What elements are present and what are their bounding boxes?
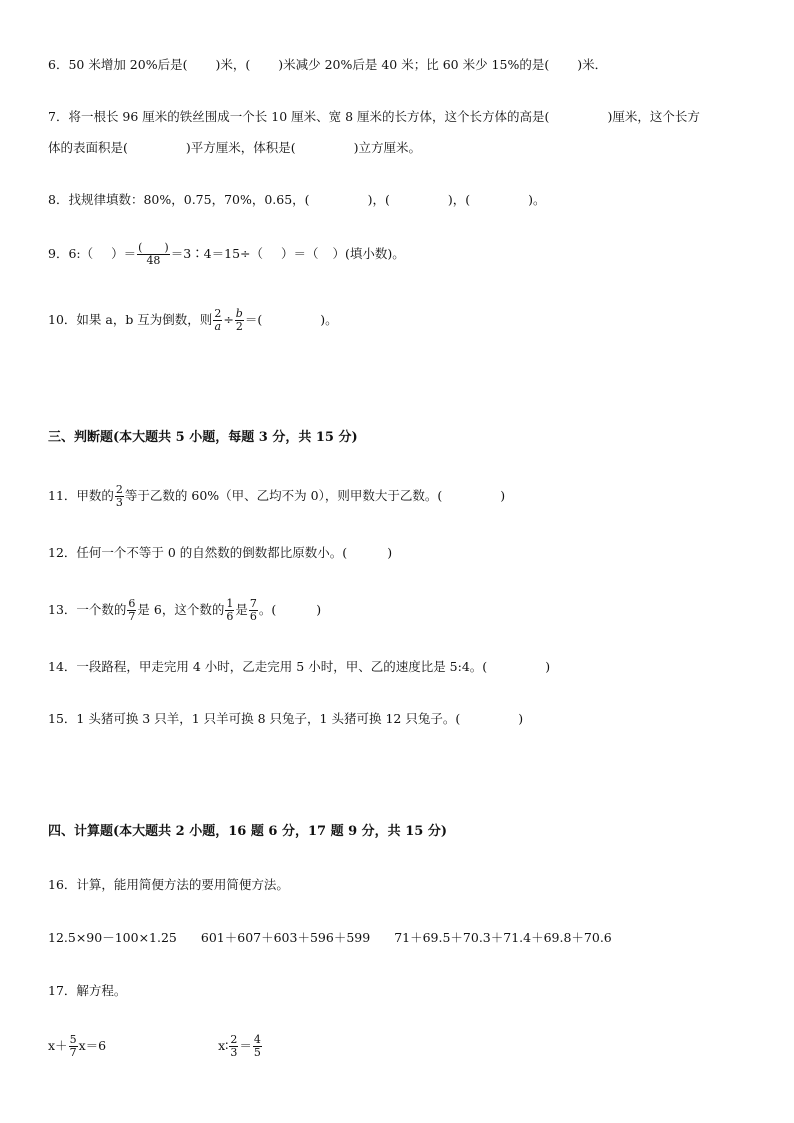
question-17: 17．解方程。 xyxy=(48,983,127,998)
fraction: $\frac{2}{3}$ xyxy=(115,483,123,509)
question-16: 16．计算，能用简便方法的要用简便方法。 xyxy=(48,877,289,892)
question-17-equations xyxy=(48,1034,263,1059)
question-12: 12．任何一个不等于 0 的自然数的倒数都比原数小。( ) xyxy=(48,545,393,560)
fraction: $\frac{6}{7}$ xyxy=(128,597,136,623)
question-7-line1: 7．将一根长 96 厘米的铁丝围成一个长 10 厘米、宽 8 厘米的长方体，这个长方体的高是( )厘米，这个长方 xyxy=(48,109,700,124)
fraction: $\frac{1}{6}$ xyxy=(226,597,234,623)
question-16-expressions xyxy=(48,928,612,948)
fraction: $\frac{( )}{48}$ xyxy=(138,241,169,267)
fraction: $\frac{b}{2}$ xyxy=(235,307,243,333)
question-11: 11．甲数的 $\frac{2}{3}$ 等于乙数的 60%（甲、乙均不为 0），则甲数大于乙数。( ) xyxy=(48,483,506,509)
question-10: 10．如果 a，b 互为倒数，则 $\frac{2}{a}$ ÷ $\frac{b}{2}$ ＝( )。 xyxy=(48,307,338,333)
equation-2: x∶ $\frac{2}{3}$ ＝ $\frac{4}{5}$ xyxy=(218,1033,261,1059)
q6-text: 6．50 米增加 20%后是( xyxy=(48,57,188,72)
question-13: 13．一个数的 $\frac{6}{7}$ 是 6，这个数的 $\frac{1}{6}$ 是 $\frac{7}{6}$ 。( ) xyxy=(48,597,322,623)
section-3-heading: 三、判断题(本大题共 5 小题，每题 3 分，共 15 分) xyxy=(48,430,358,445)
equation-1: x＋ $\frac{5}{7}$ x＝6 xyxy=(48,1033,107,1059)
question-15: 15．1 头猪可换 3 只羊，1 只羊可换 8 只兔子，1 头猪可换 12 只兔子。( ) xyxy=(48,711,524,726)
fraction: $\frac{7}{6}$ xyxy=(249,597,257,623)
question-7-line2: 体的表面积是( )平方厘米，体积是( )立方厘米。 xyxy=(48,140,422,155)
question-9: 9．6:（ ）＝ $\frac{( )}{48}$ ＝3∶4＝15÷（ ）＝（ ）(填小数)。 xyxy=(48,241,405,267)
expression-3: 71＋69.5＋70.3＋71.4＋69.8＋70.6 xyxy=(394,930,612,945)
expression-1: 12.5×90－100×1.25 xyxy=(48,930,177,945)
question-14: 14．一段路程，甲走完用 4 小时，乙走完用 5 小时，甲、乙的速度比是 5:4。( ) xyxy=(48,659,551,674)
fraction: $\frac{2}{a}$ xyxy=(214,307,222,333)
question-6: 6．50 米增加 20%后是( )米，( )米减少 20%后是 40 米；比 60 米少 15%的是( )米． xyxy=(48,57,608,72)
expression-2: 601＋607＋603＋596＋599 xyxy=(200,930,371,945)
section-4-heading: 四、计算题(本大题共 2 小题，16 题 6 分，17 题 9 分，共 15 分) xyxy=(48,824,447,839)
question-8: 8．找规律填数：80%，0.75，70%，0.65，( )，( )，( )。 xyxy=(48,192,546,207)
